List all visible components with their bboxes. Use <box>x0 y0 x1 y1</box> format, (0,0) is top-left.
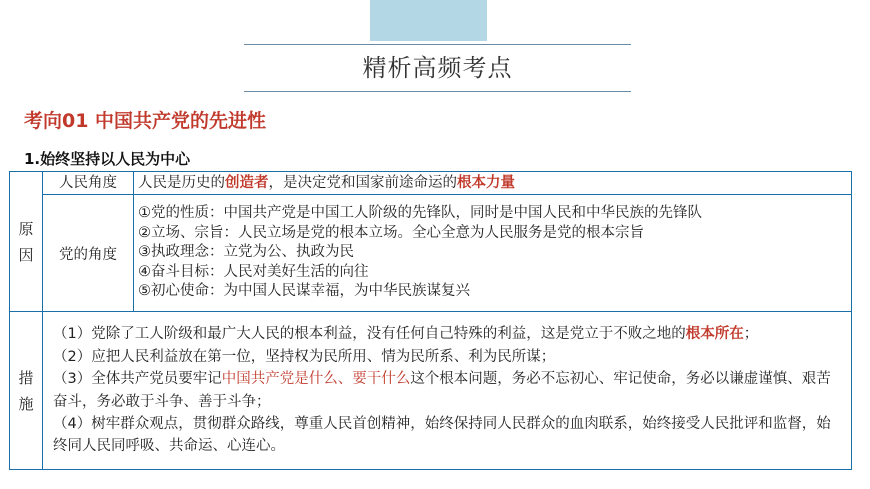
measure-item-4: （4）树牢群众观点，贯彻群众路线，尊重人民首创精神，始终保持同人民群众的血肉联系，始终接受人民批评和监督，始终同人民同呼吸、共命运、心连心。 <box>53 415 831 455</box>
measure-highlight-what: 中国共产党是什么、要干什么 <box>221 371 411 388</box>
party-item: ③执政理念：立党为公、执政为民 <box>138 244 354 261</box>
measures-text <box>43 312 852 470</box>
header-bottom-rule <box>244 91 631 92</box>
people-angle-label: 人民角度 <box>43 172 134 195</box>
measure-item-1: （1）党除了工人阶级和最广大人民的根本利益，没有任何自己特殊的利益，这是党立于不败之地的根本所在； <box>53 326 759 343</box>
content-table <box>9 171 852 470</box>
people-angle-text <box>134 172 852 195</box>
party-item: ②立场、宗旨：人民立场是党的根本立场。全心全意为人民服务是党的根本宗旨 <box>138 224 644 241</box>
party-angle-list <box>134 195 852 312</box>
subheading: 1.始终坚持以人民为中心 <box>24 150 191 168</box>
party-item: ⑤初心使命：为中国人民谋幸福，为中华民族谋复兴 <box>138 283 470 300</box>
people-highlight-creator: 创造者 <box>225 175 269 191</box>
measure-highlight-root: 根本所在 <box>685 326 744 343</box>
measure-item-3: （3）全体共产党员要牢记中国共产党是什么、要干什么这个根本问题，务必不忘初心、牢记使命，务必以谦虚谨慎、艰苦奋斗，务必敢于斗争、善于斗争； <box>53 371 831 410</box>
decorative-top-block <box>370 0 487 41</box>
measure-label-cell <box>10 312 43 470</box>
people-text-mid: ，是决定党和国家前途命运的 <box>268 175 457 191</box>
page-title: 精析高频考点 <box>362 54 513 82</box>
measure-item-2: （2）应把人民利益放在第一位，坚持权为民所用、情为民所系、利为民所谋； <box>53 348 556 365</box>
reason-label-cell <box>10 172 43 312</box>
party-item: ①党的性质：中国共产党是中国工人阶级的先锋队，同时是中国人民和中华民族的先锋队 <box>138 205 702 222</box>
people-text-pre: 人民是历史的 <box>138 175 225 191</box>
people-highlight-force: 根本力量 <box>457 175 515 191</box>
section-heading: 考向01 中国共产党的先进性 <box>24 110 267 132</box>
party-angle-label: 党的角度 <box>43 195 134 312</box>
measure-label: 措 施 <box>18 368 34 413</box>
party-item: ④奋斗目标：人民对美好生活的向往 <box>138 263 369 280</box>
reason-label: 原 因 <box>18 219 34 264</box>
